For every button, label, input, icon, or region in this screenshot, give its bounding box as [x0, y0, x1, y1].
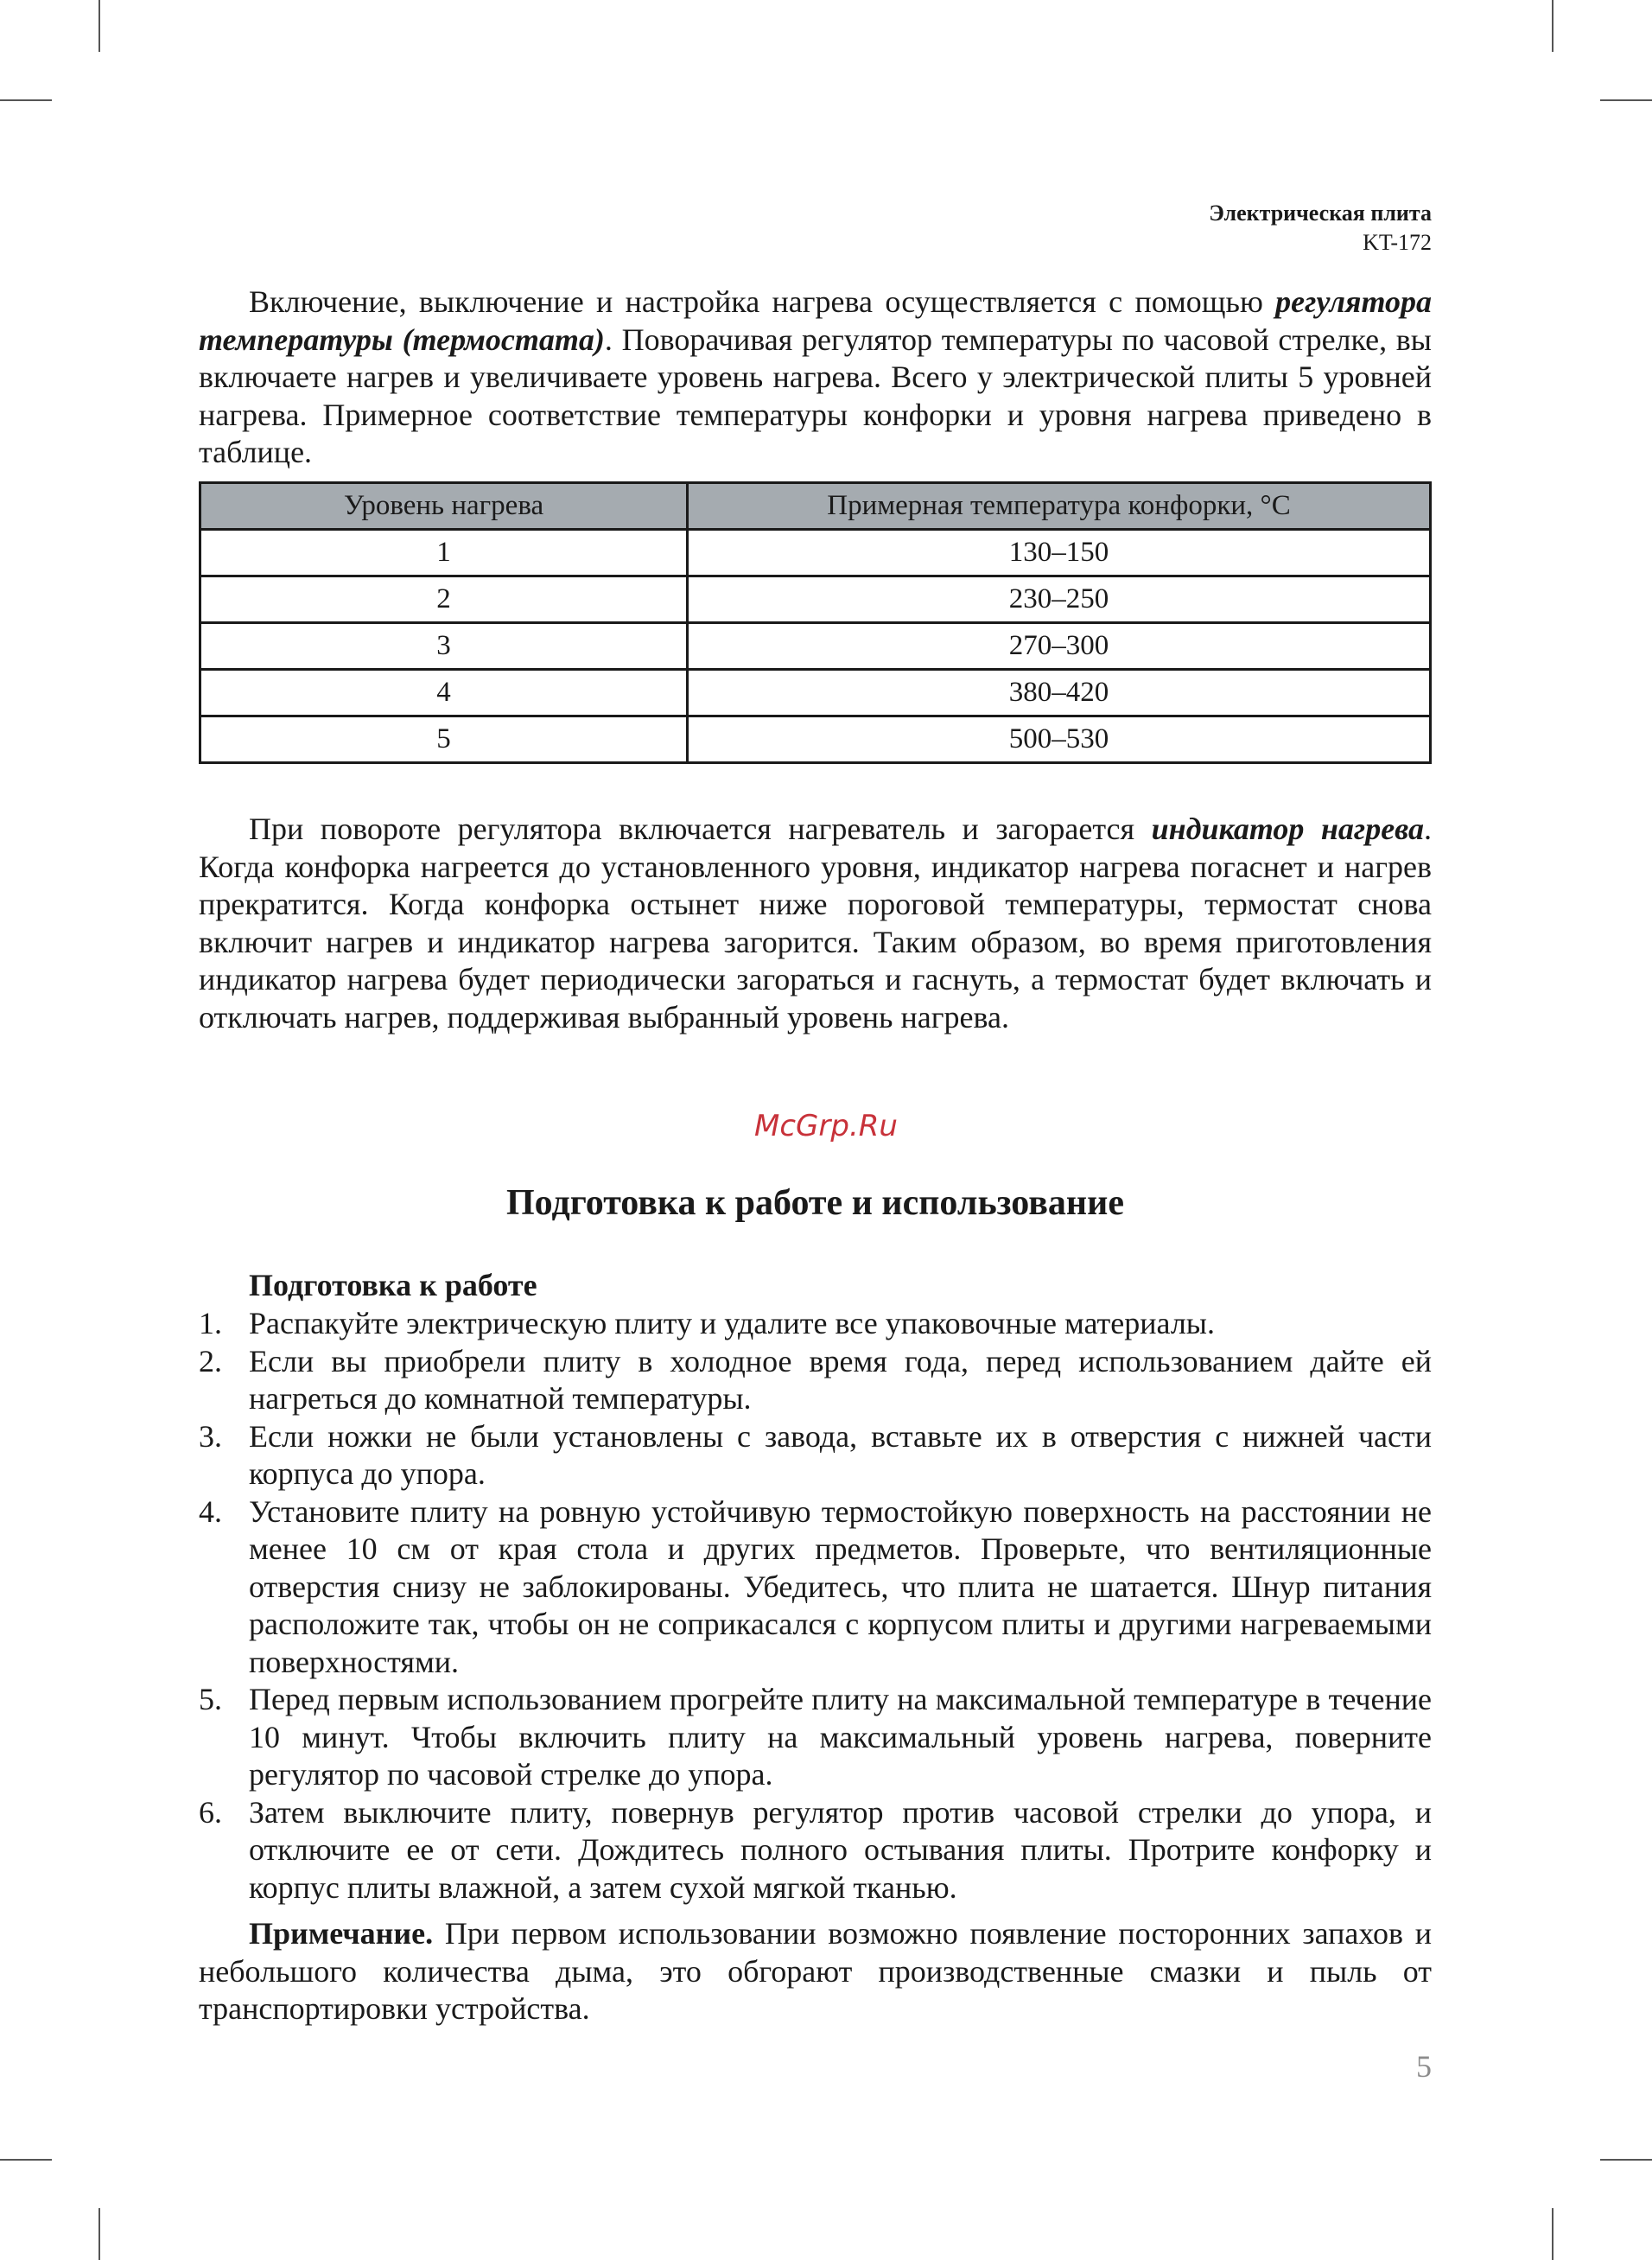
list-item [199, 1681, 1432, 1794]
preparation-steps [199, 1305, 1432, 1907]
temp-cell: 500–530 [688, 716, 1431, 763]
indicator-paragraph [199, 811, 1432, 1036]
step-number: 5. [199, 1682, 222, 1716]
note-paragraph [199, 1915, 1432, 2028]
header-model: KT-172 [1363, 230, 1432, 255]
crop-mark [1600, 99, 1652, 101]
crop-mark [0, 2159, 52, 2161]
intro-text-1: Включение, выключение и настройка нагрева осуществляется с помощью [249, 284, 1276, 319]
page-number: 5 [1416, 2049, 1432, 2084]
list-item [199, 1343, 1432, 1418]
step-text: Перед первым использованием прогрейте плиту на максимальной температуре в течение 10 минут. Чтобы включить плиту на максимальный уровень нагрева, поверните регулятор по часовой стрелке до упора. [249, 1682, 1432, 1792]
table-header-row [200, 483, 1431, 530]
temp-cell: 230–250 [688, 576, 1431, 623]
table-row [200, 623, 1431, 670]
step-text: Если вы приобрели плиту в холодное время года, перед использованием дайте ей нагреться до комнатной температуры. [249, 1343, 1432, 1416]
indicator-term: индикатор нагрева [1151, 812, 1425, 846]
level-cell: 5 [200, 716, 688, 763]
step-number: 4. [199, 1493, 222, 1529]
subsection-title: Подготовка к работе [249, 1268, 537, 1302]
indicator-text-1: При повороте регулятора включается нагреватель и загорается [249, 812, 1152, 846]
table-row [200, 716, 1431, 763]
indicator-text-2: . Когда конфорка нагреется до установленного уровня, индикатор нагрева погаснет и нагрев прекратится. Когда конфорка остынет ниже пороговой температуры, термостат снова включит нагрев и индикатор нагрева загорится. Таким образом, во время приготовления индикатор нагрева будет периодически загораться и гаснуть, а термостат будет включать и отключать нагрев, поддерживая выбранный уровень нагрева. [199, 812, 1433, 1035]
crop-mark [1600, 2159, 1652, 2161]
table-header-temp: Примерная температура конфорки, °C [688, 483, 1431, 530]
table-row [200, 530, 1431, 576]
heat-level-table [199, 481, 1432, 764]
crop-mark [1552, 0, 1554, 52]
list-item [199, 1794, 1432, 1907]
crop-mark [1552, 2208, 1554, 2260]
intro-text-2: . Поворачивая регулятор температуры по часовой стрелке, вы включаете нагрев и увеличиваете уровень нагрева. Всего у электрической плиты 5 уровней нагрева. Примерное соответствие температуры конфорки и уровня нагрева приведено в таблице. [199, 321, 1432, 469]
watermark: McGrp.Ru [754, 1109, 898, 1143]
temp-cell: 380–420 [688, 670, 1431, 716]
step-text: Если ножки не были установлены с завода, вставьте их в отверстия с нижней части корпуса до упора. [249, 1418, 1432, 1491]
crop-mark [98, 2208, 100, 2260]
step-number: 2. [199, 1343, 222, 1378]
list-item [199, 1418, 1432, 1493]
step-number: 3. [199, 1418, 222, 1454]
note-text: При первом использовании возможно появление посторонних запахов и небольшого количества дыма, это обгорают производственные смазки и пыль от транспортировки устройства. [199, 1916, 1432, 2026]
crop-mark [0, 99, 52, 101]
note-label: Примечание. [249, 1916, 434, 1951]
step-text: Распакуйте электрическую плиту и удалите все упаковочные материалы. [249, 1306, 1215, 1340]
list-item [199, 1493, 1432, 1682]
intro-paragraph [199, 283, 1432, 472]
step-number: 1. [199, 1306, 222, 1340]
running-header [1209, 199, 1432, 258]
level-cell: 4 [200, 670, 688, 716]
temp-cell: 130–150 [688, 530, 1431, 576]
level-cell: 3 [200, 623, 688, 670]
level-cell: 2 [200, 576, 688, 623]
list-item [199, 1305, 1432, 1343]
section-title: Подготовка к работе и использование [506, 1183, 1124, 1223]
step-number: 6. [199, 1794, 222, 1830]
header-title: Электрическая плита [1209, 201, 1432, 226]
step-text: Установите плиту на ровную устойчивую термостойкую поверхность на расстоянии не менее 10 см от края стола и других предметов. Проверьте, что вентиляционные отверстия снизу не заблокированы. Убедитесь, что плита не шатается. Шнур питания расположите так, чтобы он не соприкасался с корпусом плиты и другими нагреваемыми поверхностями. [249, 1493, 1432, 1679]
crop-mark [98, 0, 100, 52]
table-row [200, 576, 1431, 623]
table-row [200, 670, 1431, 716]
level-cell: 1 [200, 530, 688, 576]
table-header-level: Уровень нагрева [200, 483, 688, 530]
intro-term: регулятора температуры (термостата) [199, 284, 1432, 357]
step-text: Затем выключите плиту, повернув регулятор против часовой стрелки до упора, и отключите ее от сети. Дождитесь полного остывания плиты. Протрите конфорку и корпус плиты влажной, а затем сухой мягкой тканью. [249, 1794, 1432, 1905]
temp-cell: 270–300 [688, 623, 1431, 670]
